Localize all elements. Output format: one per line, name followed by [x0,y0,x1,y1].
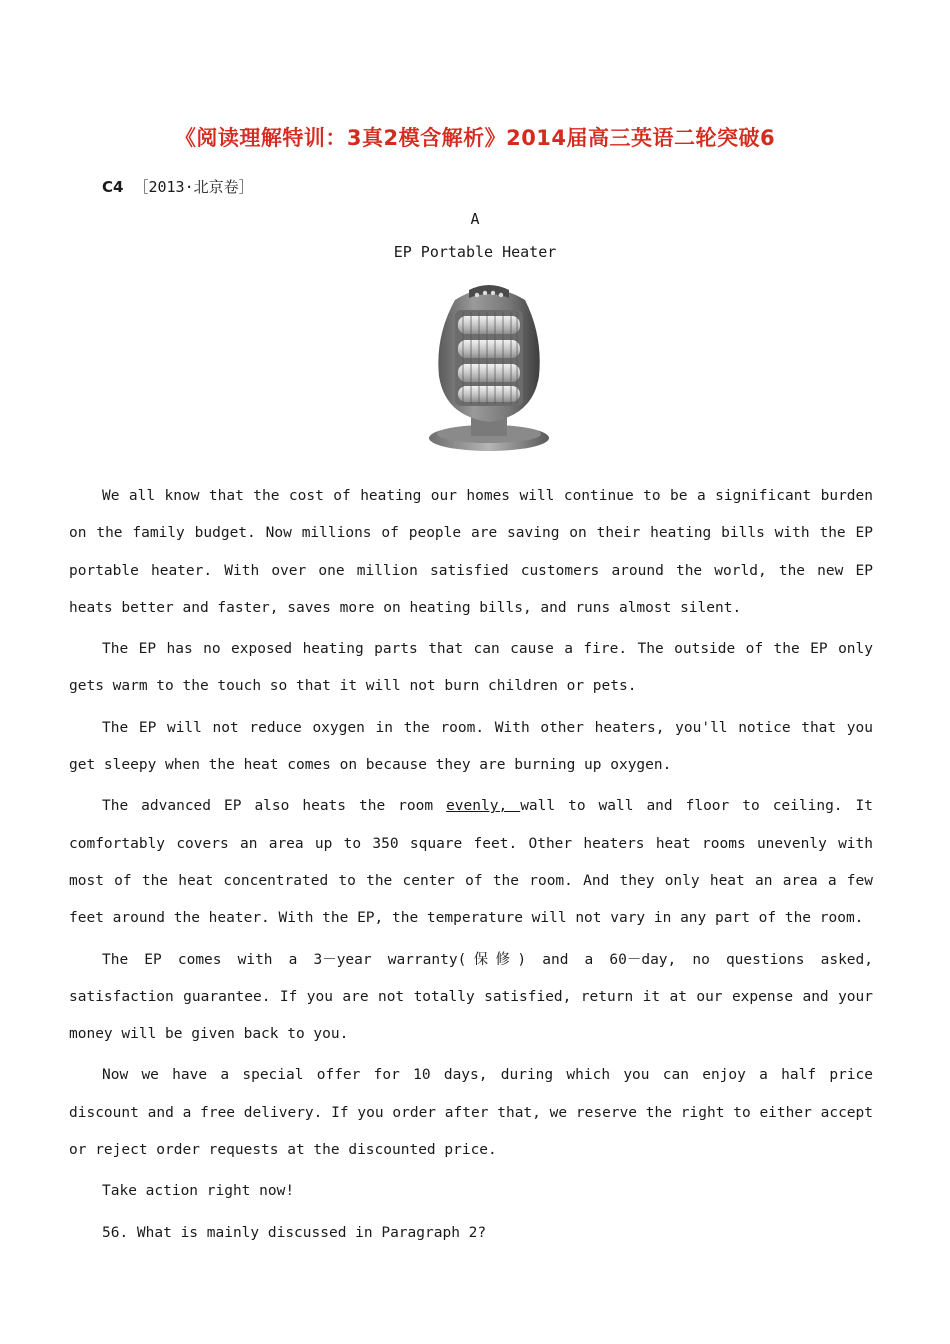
document-title: 《阅读理解特训：3真2模含解析》2014届高三英语二轮突破6 [174,126,776,150]
paragraph-7: Take action right now! [102,1183,295,1200]
section-letter: A [470,210,480,228]
article-body [69,478,873,1256]
article-title: EP Portable Heater [393,243,557,261]
paragraph-6: Now we have a special offer for 10 days, during which you can enjoy a half price discount and a free delivery. If you order after that, we reserve the right to either accept or reject order requests at the discounted price. [69,1067,873,1159]
paragraph-2: The EP has no exposed heating parts that can cause a fire. The outside of the EP only gets warm to the touch so that it will not burn children or pets. [69,641,873,695]
paragraph-4 [69,788,873,937]
question-56: 56. What is mainly discussed in Paragraph 2? [102,1224,487,1241]
paragraph-4-start: The advanced EP also heats the room [102,798,447,815]
source-reference: ［2013·北京卷］ [133,178,254,196]
paragraph-5: The EP comes with a 3－year warranty(保修) and a 60－day, no questions asked, satisfaction guarantee. If you are not totally satisfied, return it at our expense and your money will be given back to you. [69,951,873,1043]
paragraph-1: We all know that the cost of heating our homes will continue to be a significant burden on the family budget. Now millions of people are saving on their heating bills with the EP portable heater. With over one million satisfied customers around the world, the new EP heats better and faster, saves more on heating bills, and runs almost silent. [69,488,873,616]
question-tag: C4 [102,178,124,196]
paragraph-4-rest: wall to wall and floor to ceiling. It comfortably covers an area up to 350 square feet. Other heaters heat rooms unevenly with most of the heat concentrated to the center of the room. And they only heat an area a few feet around the heater. With the EP, the temperature will not vary in any part of the room. [69,798,873,927]
underlined-word: evenly, [446,798,521,815]
source-line [102,176,254,197]
portable-heater-icon [425,276,553,454]
paragraph-3: The EP will not reduce oxygen in the room. With other heaters, you'll notice that you get sleepy when the heat comes on because they are burning up oxygen. [69,719,873,774]
